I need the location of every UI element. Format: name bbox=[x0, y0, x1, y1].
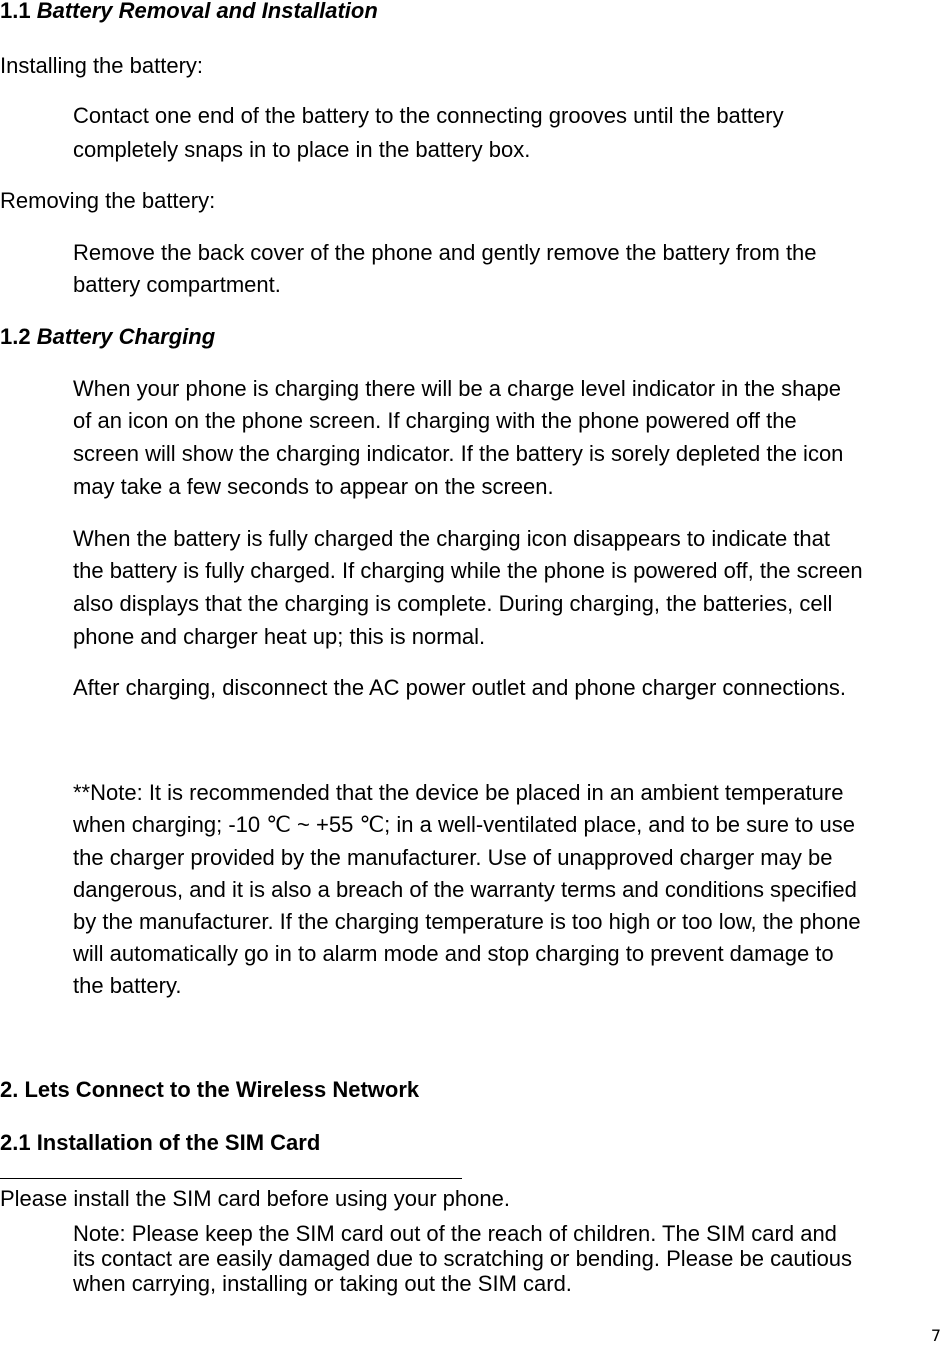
removing-label: Removing the battery: bbox=[0, 188, 216, 213]
charging-para1-line: may take a few seconds to appear on the screen. bbox=[73, 474, 554, 499]
charging-para2-line: phone and charger heat up; this is normal. bbox=[73, 624, 486, 649]
charging-para2-line: the battery is fully charged. If charging while the phone is powered off, the screen bbox=[73, 558, 863, 583]
section-heading-1-2 bbox=[0, 324, 215, 350]
sim-note-line: when carrying, installing or taking out the SIM card. bbox=[73, 1271, 572, 1296]
section-heading-2-1: 2.1 Installation of the SIM Card bbox=[0, 1130, 321, 1155]
section-title: Battery Removal and Installation bbox=[36, 0, 378, 23]
footnote-divider bbox=[0, 1178, 462, 1179]
sim-note-line: its contact are easily damaged due to scratching or bending. Please be cautious bbox=[73, 1246, 853, 1271]
temperature-note-line: will automatically go in to alarm mode and stop charging to prevent damage to bbox=[73, 941, 834, 966]
installing-text-line: completely snaps in to place in the battery box. bbox=[73, 137, 531, 162]
removing-text-line: Remove the back cover of the phone and gently remove the battery from the bbox=[73, 240, 817, 265]
section-number: 1.2 bbox=[0, 324, 37, 349]
charging-para1-line: When your phone is charging there will be a charge level indicator in the shape bbox=[73, 376, 842, 401]
charging-para2-line: When the battery is fully charged the charging icon disappears to indicate that bbox=[73, 526, 831, 551]
temperature-note-line: the charger provided by the manufacturer. Use of unapproved charger may be bbox=[73, 845, 833, 870]
charging-para1-line: screen will show the charging indicator. If the battery is sorely depleted the icon bbox=[73, 441, 844, 466]
installing-text-line: Contact one end of the battery to the connecting grooves until the battery bbox=[73, 103, 784, 128]
sim-intro: Please install the SIM card before using your phone. bbox=[0, 1186, 510, 1211]
temperature-note-line: dangerous, and it is also a breach of the warranty terms and conditions specified bbox=[73, 877, 857, 902]
section-number: 1.1 bbox=[0, 0, 37, 23]
installing-label: Installing the battery: bbox=[0, 53, 204, 78]
page-number: 7 bbox=[930, 1326, 941, 1345]
temperature-note-line: **Note: It is recommended that the device be placed in an ambient temperature bbox=[73, 780, 844, 805]
section-heading-2: 2. Lets Connect to the Wireless Network bbox=[0, 1077, 420, 1102]
charging-para2-line: also displays that the charging is complete. During charging, the batteries, cell bbox=[73, 591, 833, 616]
temperature-note-line: the battery. bbox=[73, 973, 182, 998]
section-heading-1-1 bbox=[0, 0, 378, 24]
charging-para1-line: of an icon on the phone screen. If charging with the phone powered off the bbox=[73, 408, 797, 433]
temperature-note-line: by the manufacturer. If the charging temperature is too high or too low, the phone bbox=[73, 909, 861, 934]
temperature-note-line: when charging; -10 ℃ ~ +55 ℃; in a well-ventilated place, and to be sure to use bbox=[73, 812, 855, 837]
removing-text-line: battery compartment. bbox=[73, 272, 281, 297]
sim-note-line: Note: Please keep the SIM card out of the reach of children. The SIM card and bbox=[73, 1221, 837, 1246]
section-title: Battery Charging bbox=[36, 324, 216, 349]
charging-para3: After charging, disconnect the AC power outlet and phone charger connections. bbox=[73, 675, 846, 700]
